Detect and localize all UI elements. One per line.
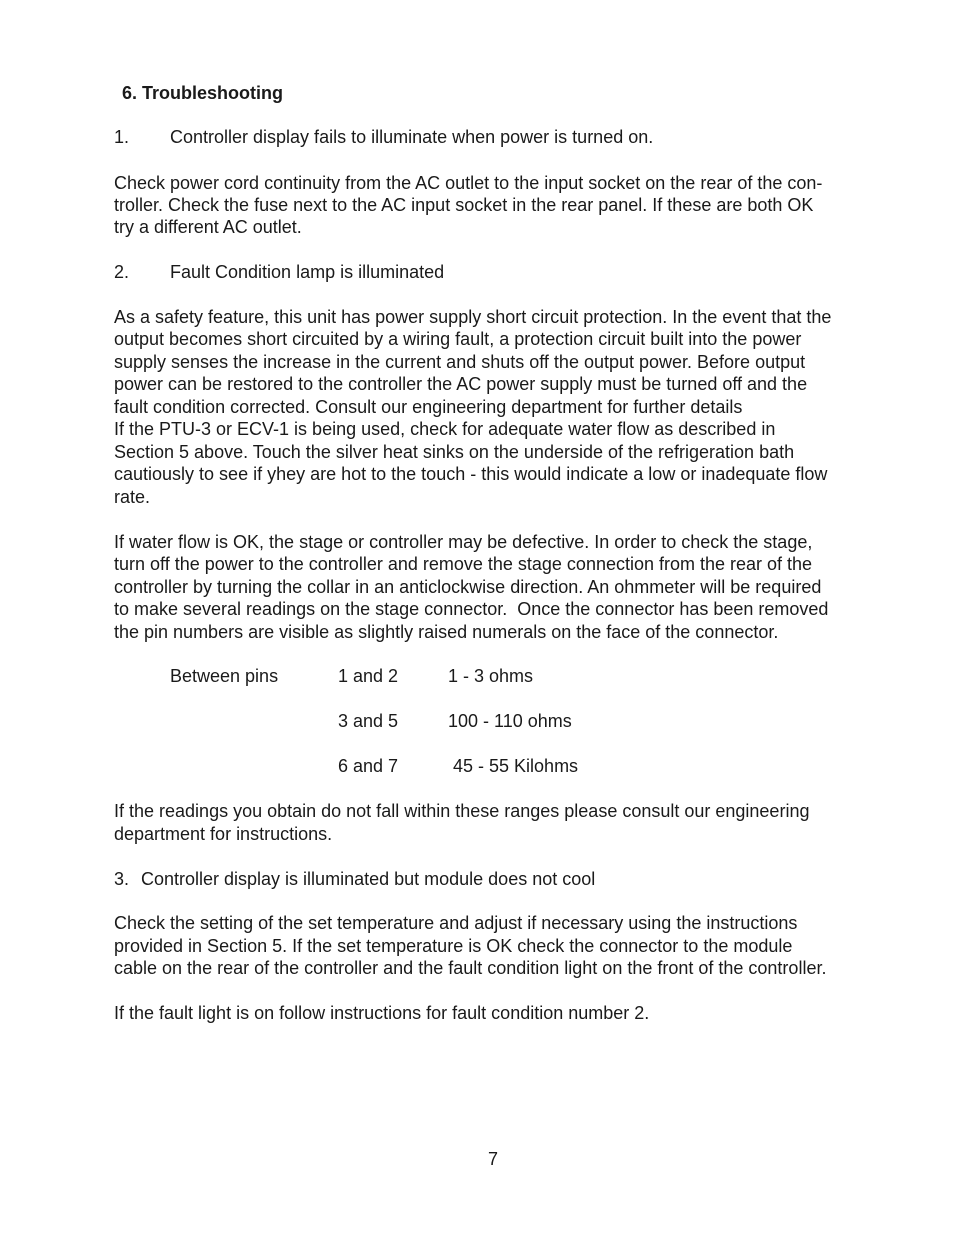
paragraph-line: supply senses the increase in the current and shuts off the output power. Before output xyxy=(114,352,806,372)
table-value: 45 - 55 Kilohms xyxy=(453,756,579,776)
table-value: 100 - 110 ohms xyxy=(448,711,572,731)
item-title: Fault Condition lamp is illuminated xyxy=(170,262,445,282)
paragraph-line: rate. xyxy=(114,487,151,507)
page-number: 7 xyxy=(487,1149,498,1169)
paragraph-line: fault condition corrected. Consult our engineering department for further details xyxy=(114,397,743,417)
paragraph-line: If the PTU-3 or ECV-1 is being used, check for adequate water flow as described in xyxy=(114,419,776,439)
paragraph-line: If the readings you obtain do not fall within these ranges please consult our engineering xyxy=(114,801,810,821)
item-number: 3. xyxy=(114,869,130,889)
item-title: Controller display fails to illuminate when power is turned on. xyxy=(170,127,654,147)
paragraph-line: power can be restored to the controller the AC power supply must be turned off and the xyxy=(114,374,808,394)
section-title: 6. Troubleshooting xyxy=(122,83,283,103)
paragraph-line: Section 5 above. Touch the silver heat sinks on the underside of the refrigeration bath xyxy=(114,442,795,462)
paragraph-line: output becomes short circuited by a wiring fault, a protection circuit built into the power xyxy=(114,329,802,349)
item-title: Controller display is illuminated but module does not cool xyxy=(141,869,596,889)
table-value: 1 - 3 ohms xyxy=(448,666,534,686)
paragraph-line: department for instructions. xyxy=(114,824,333,844)
paragraph-line: cautiously to see if yhey are hot to the touch - this would indicate a low or inadequate flow xyxy=(114,464,828,484)
paragraph-line: cable on the rear of the controller and the fault condition light on the front of the controller. xyxy=(114,958,827,978)
paragraph-line: If water flow is OK, the stage or controller may be defective. In order to check the stage, xyxy=(114,532,813,552)
item-number: 2. xyxy=(114,262,130,282)
paragraph-line: Check power cord continuity from the AC outlet to the input socket on the rear of the con- xyxy=(114,173,823,193)
paragraph-line: the pin numbers are visible as slightly raised numerals on the face of the connector. xyxy=(114,622,779,642)
table-label: Between pins xyxy=(170,666,279,686)
table-pins: 3 and 5 xyxy=(338,711,399,731)
paragraph-line: As a safety feature, this unit has power supply short circuit protection. In the event that the xyxy=(114,307,832,327)
item-number: 1. xyxy=(114,127,130,147)
paragraph-line: Check the setting of the set temperature and adjust if necessary using the instructions xyxy=(114,913,798,933)
paragraph-line: If the fault light is on follow instructions for fault condition number 2. xyxy=(114,1003,650,1023)
paragraph-line: turn off the power to the controller and remove the stage connection from the rear of the xyxy=(114,554,813,574)
paragraph-line: try a different AC outlet. xyxy=(114,217,302,237)
paragraph-line: provided in Section 5. If the set temperature is OK check the connector to the module xyxy=(114,936,793,956)
paragraph-line: troller. Check the fuse next to the AC input socket in the rear panel. If these are both OK xyxy=(114,195,814,215)
table-pins: 6 and 7 xyxy=(338,756,399,776)
paragraph-line: controller by turning the collar in an anticlockwise direction. An ohmmeter will be required xyxy=(114,577,822,597)
paragraph-line: to make several readings on the stage connector. Once the connector has been removed xyxy=(114,599,829,619)
table-pins: 1 and 2 xyxy=(338,666,399,686)
